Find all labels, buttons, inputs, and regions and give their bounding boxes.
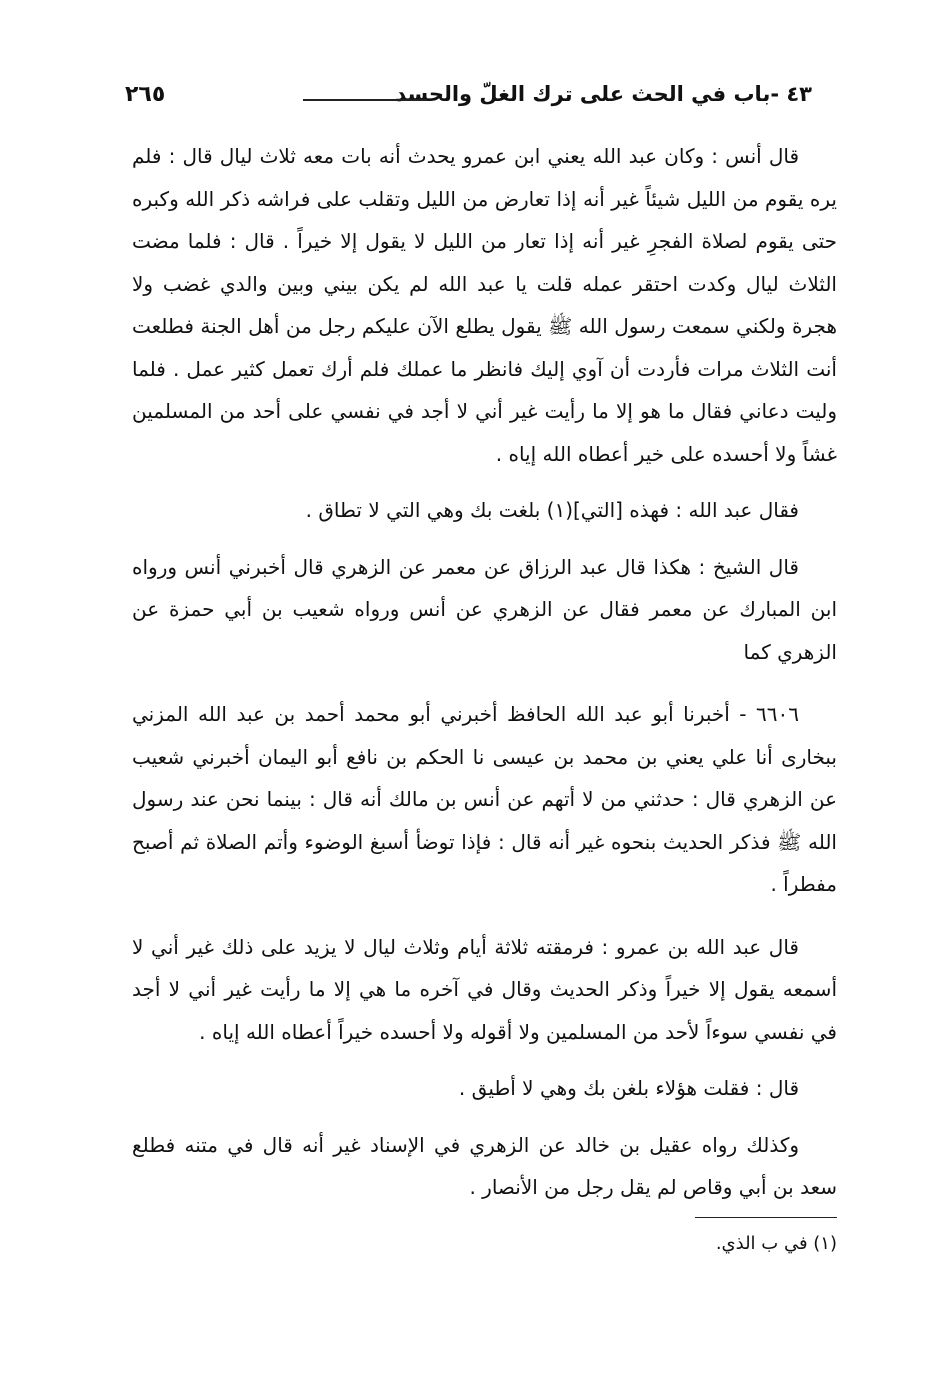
footnote: (١) في ب الذي. [715, 1233, 837, 1254]
chapter-title: ٤٣ -باب في الحث على ترك الغلّ والحسد [395, 82, 812, 106]
paragraph-abdullah-remark: فقال عبد الله : فهذه [التي](١) بلغت بك وهي التي لا تطاق . [305, 498, 799, 522]
paragraph-shaykh: قال الشيخ : هكذا قال عبد الرزاق عن معمر عن الزهري قال أخبرني أنس ورواه ابن المبارك عن معمر فقال عن الزهري عن أنس ورواه شعيب بن أبي حمزة عن الزهري كما [132, 554, 837, 664]
page-header [125, 78, 812, 118]
paragraph-qala-faqultu: قال : فقلت هؤلاء بلغن بك وهي لا أطيق . [458, 1076, 799, 1100]
main-text [132, 135, 837, 1209]
paragraph-hadith-6606: ٦٦٠٦ - أخبرنا أبو عبد الله الحافظ أخبرني أبو محمد أحمد بن عبد الله المزني ببخارى أنا علي يعني بن محمد بن عيسى نا الحكم بن نافع أبو اليمان أخبرني شعيب عن الزهري قال : حدثني من لا أتهم عن أنس بن مالك أنه قال : بينما نحن عند رسول الله ﷺ فذكر الحديث بنحوه غير أنه قال : فإذا توضأ أسبغ الوضوء وأتم الصلاة ثم أصبح مفطراً . [132, 702, 837, 896]
header-rule [303, 99, 427, 101]
page-number: ٢٦٥ [125, 82, 166, 107]
paragraph-anas: قال أنس : وكان عبد الله يعني ابن عمرو يحدث أنه بات معه ثلاث ليال قال : فلم يره يقوم من الليل شيئاً غير أنه إذا تعارض من الليل وتقلب على فراشه ذكر الله وكبره حتى يقوم لصلاة الفجرِ غير أنه إذا تعار من الليل لا يقول إلا خيراً . قال : فلما مضت الثلاث ليال وكدت احتقر عمله قلت يا عبد الله لم يكن بيني وبين والدي غضب ولا هجرة ولكني سمعت رسول الله ﷺ يقول يطلع الآن عليكم رجل من أهل الجنة فطلعت أنت الثلاث مرات فأردت أن آوي إليك فانظر ما عملك فلم أرك تعمل كثير عمل . فلما وليت دعاني فقال ما هو إلا ما رأيت غير أني لا أجد في نفسي على أحد من المسلمين غشاً ولا أحسده على خير أعطاه الله إياه . [132, 144, 837, 466]
paragraph-abdullah-ibn-amr: قال عبد الله بن عمرو : فرمقته ثلاثة أيام وثلاث ليال لا يزيد على ذلك غير أني لا أسمعه يقول إلا خيراً وذكر الحديث وقال في آخره ما هي إلا ما رأيت غير أني لا أجد في نفسي سوءاً لأحد من المسلمين ولا أقوله ولا أحسده خيراً أعطاه الله إياه . [132, 934, 837, 1044]
footnote-rule [695, 1217, 837, 1218]
paragraph-uqayl: وكذلك رواه عقيل بن خالد عن الزهري في الإسناد غير أنه قال في متنه فطلع سعد بن أبي وقاص لم يقل رجل من الأنصار . [132, 1132, 837, 1199]
